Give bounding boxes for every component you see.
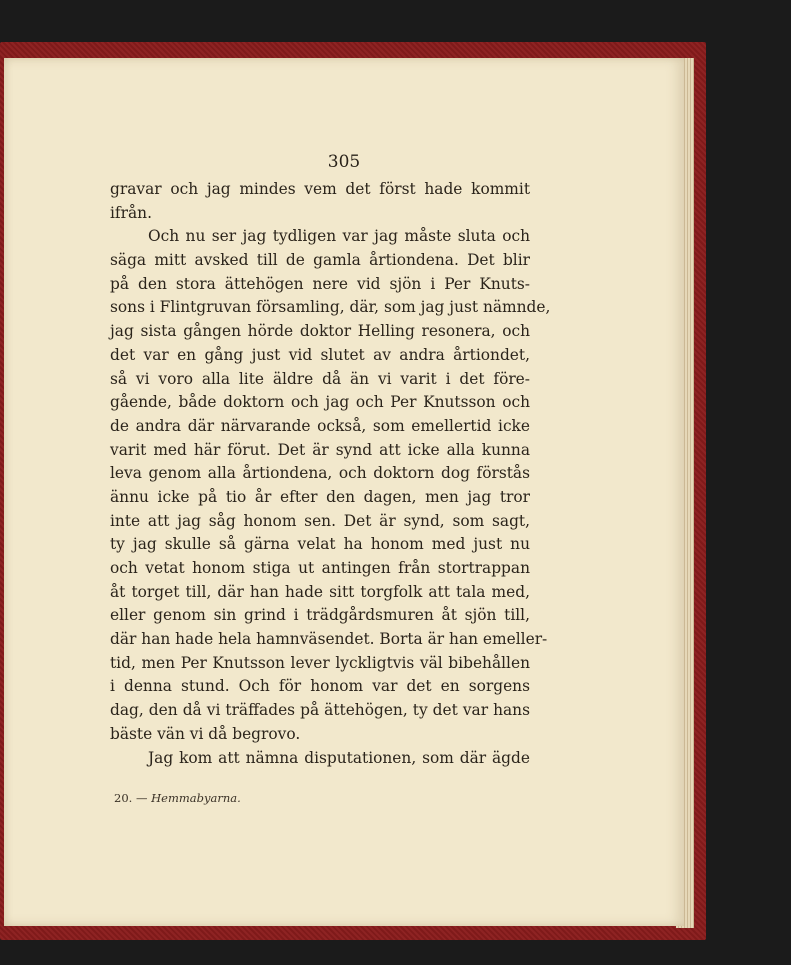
text-line: det var en gång just vid slutet av andra årtiondet, xyxy=(110,345,530,364)
text-line: där han hade hela hamnväsendet. Borta är han emeller- xyxy=(110,630,548,649)
text-line: inte att jag såg honom sen. Det är synd, som sagt, xyxy=(110,511,530,530)
text-line: och vetat honom stiga ut antingen från stortrappan xyxy=(110,559,530,577)
signature-number: 20. xyxy=(114,791,133,805)
book-page xyxy=(4,58,684,926)
text-line: sons i Flintgruvan församling, där, som jag just nämnde, xyxy=(110,298,551,317)
text-line: på den stora ättehögen nere vid sjön i Per Knuts- xyxy=(110,274,530,293)
text-line: Och nu ser jag tydligen var jag måste sluta och xyxy=(148,227,530,246)
text-line: jag sista gången hörde doktor Helling resonera, och xyxy=(110,322,530,341)
text-line: leva genom alla årtiondena, och doktorn dog förstås xyxy=(110,464,530,483)
text-line: ty jag skulle så gärna velat ha honom med just nu xyxy=(110,535,530,554)
text-line: ännu icke på tio år efter den dagen, men jag tror xyxy=(110,487,530,506)
text-line: tid, men Per Knutsson lever lyckligtvis väl bibehållen xyxy=(110,653,530,672)
text-line: eller genom sin grind i trädgårdsmuren åt sjön till, xyxy=(110,606,530,625)
text-line: ifrån. xyxy=(110,203,152,222)
text-line: säga mitt avsked till de gamla årtiondena. Det blir xyxy=(110,251,530,270)
text-line: gående, både doktorn och jag och Per Knutsson och xyxy=(110,393,530,412)
signature-title: — Hemmabyarna. xyxy=(135,791,241,805)
text-line: gravar och jag mindes vem det först hade kommit xyxy=(110,180,530,198)
signature-footer xyxy=(114,791,241,805)
text-line: bäste vän vi då begrovo. xyxy=(110,724,301,743)
text-line: Jag kom att nämna disputationen, som där ägde xyxy=(148,748,530,767)
text-line: dag, den då vi träffades på ättehögen, ty det var hans xyxy=(110,701,530,720)
page-number: 305 xyxy=(327,152,361,172)
body-text xyxy=(110,178,551,770)
text-line: varit med här förut. Det är synd att icke alla kunna xyxy=(110,440,530,459)
text-line: i denna stund. Och för honom var det en sorgens xyxy=(110,677,530,696)
text-line: de andra där närvarande också, som emellertid icke xyxy=(110,416,530,435)
text-line: så vi voro alla lite äldre då än vi varit i det före- xyxy=(110,369,530,388)
text-line: åt torget till, där han hade sitt torgfolk att tala med, xyxy=(110,582,530,601)
